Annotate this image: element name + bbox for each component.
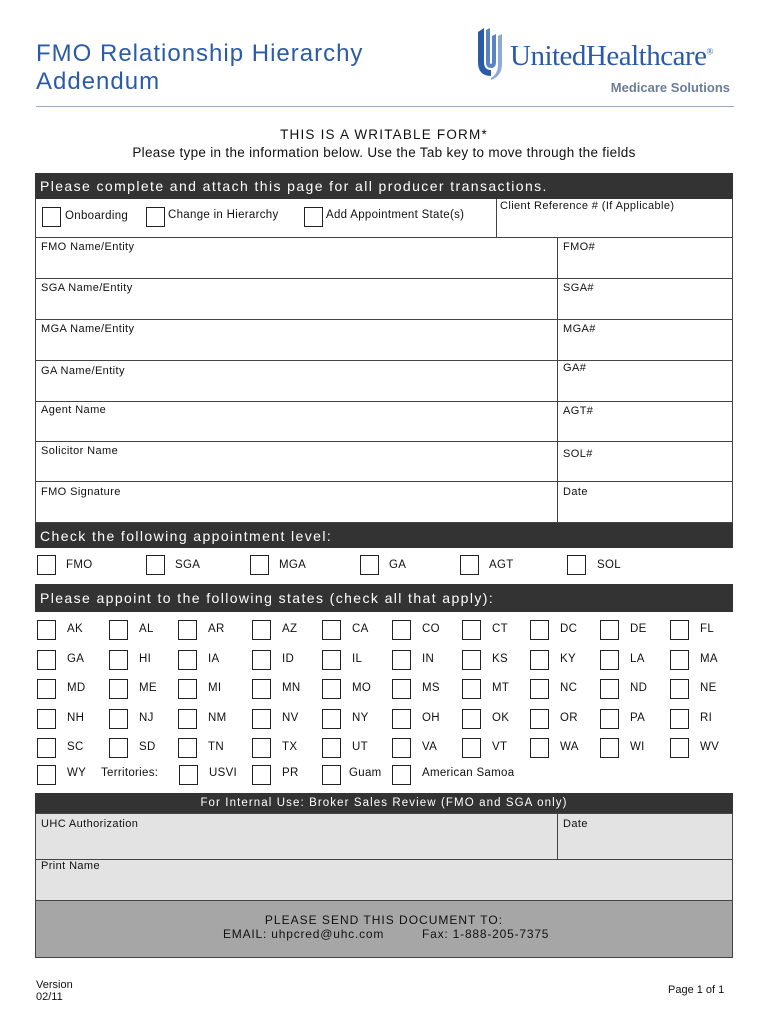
- level-row: [35, 548, 733, 584]
- state-checkbox-md[interactable]: [37, 679, 56, 699]
- level-fmo-label: FMO: [66, 559, 93, 571]
- solicitor-name-field[interactable]: [35, 442, 558, 482]
- state-label-wa: WA: [560, 741, 579, 753]
- state-checkbox-co[interactable]: [392, 620, 411, 640]
- territory-checkbox-usvi[interactable]: [179, 765, 198, 785]
- fmo-number-label: FMO#: [563, 241, 596, 253]
- state-label-in: IN: [422, 652, 435, 665]
- state-checkbox-wa[interactable]: [530, 738, 549, 758]
- state-label-fl: FL: [700, 623, 715, 635]
- logo-registered: ®: [706, 46, 713, 57]
- state-label-mo: MO: [352, 682, 372, 694]
- state-label-ga: GA: [67, 652, 85, 665]
- state-label-ri: RI: [700, 711, 713, 724]
- instructions: Please type in the information below. Use the Tab key to move through the fields: [132, 145, 636, 160]
- mga-name-field[interactable]: [35, 320, 558, 361]
- state-checkbox-ny[interactable]: [322, 709, 341, 729]
- mga-name-label: MGA Name/Entity: [41, 323, 135, 335]
- state-checkbox-in[interactable]: [392, 650, 411, 670]
- level-agt-label: AGT: [489, 559, 514, 571]
- state-label-mn: MN: [282, 682, 301, 694]
- state-checkbox-vt[interactable]: [462, 738, 481, 758]
- add-state-checkbox[interactable]: [304, 207, 323, 227]
- state-label-md: MD: [67, 682, 86, 694]
- state-label-al: AL: [139, 623, 154, 635]
- logo-wordmark: UnitedHealthcare: [510, 40, 707, 72]
- state-checkbox-wi[interactable]: [600, 738, 619, 758]
- state-label-vt: VT: [492, 741, 508, 753]
- version-date: 02/11: [36, 991, 63, 1003]
- level-agt-checkbox[interactable]: [460, 555, 479, 575]
- onboarding-label: Onboarding: [65, 210, 129, 222]
- state-checkbox-hi[interactable]: [109, 650, 128, 670]
- ga-number-label: GA#: [563, 362, 587, 374]
- signature-date-label: Date: [563, 486, 588, 498]
- state-label-ut: UT: [352, 741, 368, 753]
- state-checkbox-ne[interactable]: [670, 679, 689, 699]
- state-checkbox-ca[interactable]: [322, 620, 341, 640]
- page-number: Page 1 of 1: [668, 984, 725, 996]
- state-checkbox-ga[interactable]: [37, 650, 56, 670]
- territory-label-pr: PR: [282, 767, 299, 779]
- solicitor-number-field[interactable]: [557, 442, 733, 482]
- state-checkbox-mi[interactable]: [178, 679, 197, 699]
- mga-number-field[interactable]: [557, 320, 733, 361]
- form-title: [36, 40, 363, 96]
- agent-number-label: AGT#: [563, 405, 594, 417]
- state-label-ks: KS: [492, 652, 508, 665]
- state-checkbox-al[interactable]: [109, 620, 128, 640]
- state-label-tn: TN: [208, 741, 224, 753]
- section-states-bar: Please appoint to the following states (check all that apply):: [35, 584, 733, 612]
- state-label-nv: NV: [282, 711, 299, 724]
- state-checkbox-tx[interactable]: [252, 738, 271, 758]
- section-producer-bar: Please complete and attach this page for all producer transactions.: [35, 173, 733, 199]
- territory-checkbox-american-samoa[interactable]: [392, 765, 411, 785]
- print-name-label: Print Name: [41, 860, 101, 872]
- fmo-number-field[interactable]: [557, 238, 733, 279]
- internal-use-bar: For Internal Use: Broker Sales Review (FMO and SGA only): [35, 793, 733, 813]
- state-checkbox-mt[interactable]: [462, 679, 481, 699]
- level-sga-checkbox[interactable]: [146, 555, 165, 575]
- add-state-label: Add Appointment State(s): [326, 209, 465, 221]
- fmo-signature-field[interactable]: [35, 482, 558, 523]
- writable-notice: THIS IS A WRITABLE FORM*: [280, 127, 488, 142]
- state-checkbox-de[interactable]: [600, 620, 619, 640]
- state-checkbox-ok[interactable]: [462, 709, 481, 729]
- state-checkbox-nj[interactable]: [109, 709, 128, 729]
- form-title-line1: FMO Relationship Hierarchy: [36, 40, 364, 67]
- state-label-sc: SC: [67, 741, 84, 753]
- level-fmo-checkbox[interactable]: [37, 555, 56, 575]
- change-hierarchy-label: Change in Hierarchy: [168, 209, 279, 221]
- signature-date-field[interactable]: [557, 482, 733, 523]
- state-label-ca: CA: [352, 623, 369, 635]
- state-label-ms: MS: [422, 682, 440, 694]
- state-label-ia: IA: [208, 652, 220, 665]
- sga-number-label: SGA#: [563, 282, 594, 294]
- state-label-co: CO: [422, 623, 440, 635]
- header-divider: [36, 106, 734, 107]
- state-checkbox-la[interactable]: [600, 650, 619, 670]
- state-checkbox-ma[interactable]: [670, 650, 689, 670]
- print-name-field[interactable]: [35, 860, 733, 901]
- level-ga-checkbox[interactable]: [360, 555, 379, 575]
- solicitor-name-label: Solicitor Name: [41, 445, 119, 457]
- send-to-box: [35, 901, 733, 958]
- state-checkbox-oh[interactable]: [392, 709, 411, 729]
- level-sga-label: SGA: [175, 559, 201, 571]
- state-checkbox-sd[interactable]: [109, 738, 128, 758]
- level-mga-label: MGA: [279, 559, 307, 571]
- state-checkbox-dc[interactable]: [530, 620, 549, 640]
- state-checkbox-mo[interactable]: [322, 679, 341, 699]
- state-label-nh: NH: [67, 711, 85, 724]
- client-reference-field[interactable]: [497, 199, 733, 238]
- territory-checkbox-pr[interactable]: [252, 765, 271, 785]
- state-checkbox-or[interactable]: [530, 709, 549, 729]
- state-checkbox-wy[interactable]: [37, 765, 56, 785]
- transaction-type-cell: [35, 199, 497, 238]
- unitedhealthcare-logo: [474, 26, 736, 102]
- ga-name-label: GA Name/Entity: [41, 365, 125, 377]
- state-label-ma: MA: [700, 652, 718, 665]
- state-checkbox-ms[interactable]: [392, 679, 411, 699]
- state-label-id: ID: [282, 652, 295, 665]
- ga-number-field[interactable]: [557, 361, 733, 402]
- state-label-la: LA: [630, 652, 645, 665]
- territories-label: Territories:: [101, 767, 159, 779]
- sga-name-field[interactable]: [35, 279, 558, 320]
- sga-name-label: SGA Name/Entity: [41, 282, 133, 294]
- state-checkbox-ar[interactable]: [178, 620, 197, 640]
- send-to-label: PLEASE SEND THIS DOCUMENT TO:: [264, 913, 504, 927]
- territories-row: [0, 760, 768, 790]
- level-sol-label: SOL: [597, 559, 621, 571]
- state-label-me: ME: [139, 682, 157, 694]
- state-label-nm: NM: [208, 711, 227, 724]
- form-title-line2: Addendum: [36, 68, 161, 95]
- state-checkbox-ia[interactable]: [178, 650, 197, 670]
- state-label-mi: MI: [208, 682, 222, 694]
- state-checkbox-id[interactable]: [252, 650, 271, 670]
- state-label-wv: WV: [700, 741, 720, 753]
- state-label-wi: WI: [630, 741, 645, 753]
- sga-number-field[interactable]: [557, 279, 733, 320]
- client-reference-label: Client Reference # (If Applicable): [500, 200, 675, 212]
- state-checkbox-va[interactable]: [392, 738, 411, 758]
- state-label-hi: HI: [139, 652, 152, 665]
- state-checkbox-mn[interactable]: [252, 679, 271, 699]
- state-checkbox-ct[interactable]: [462, 620, 481, 640]
- state-checkbox-ks[interactable]: [462, 650, 481, 670]
- fmo-name-field[interactable]: [35, 238, 558, 279]
- level-ga-label: GA: [389, 559, 407, 571]
- state-checkbox-az[interactable]: [252, 620, 271, 640]
- state-label-ct: CT: [492, 623, 508, 635]
- state-label-il: IL: [352, 652, 363, 665]
- solicitor-number-label: SOL#: [563, 448, 593, 460]
- level-mga-checkbox[interactable]: [250, 555, 269, 575]
- state-checkbox-pa[interactable]: [600, 709, 619, 729]
- internal-date-field[interactable]: [557, 813, 733, 860]
- uhc-authorization-label: UHC Authorization: [41, 818, 139, 830]
- state-label-va: VA: [422, 741, 438, 753]
- state-label-ky: KY: [560, 652, 576, 665]
- state-label-nc: NC: [560, 682, 578, 694]
- state-label-or: OR: [560, 711, 578, 724]
- state-checkbox-nd[interactable]: [600, 679, 619, 699]
- onboarding-checkbox[interactable]: [42, 207, 61, 227]
- state-label-ny: NY: [352, 711, 369, 724]
- state-label-ak: AK: [67, 623, 83, 635]
- hierarchy-rows: [35, 238, 733, 523]
- agent-number-field[interactable]: [557, 402, 733, 442]
- state-label-nd: ND: [630, 682, 648, 694]
- uhc-authorization-field[interactable]: [35, 813, 558, 860]
- state-label-mt: MT: [492, 682, 510, 694]
- state-checkbox-ri[interactable]: [670, 709, 689, 729]
- mga-number-label: MGA#: [563, 323, 596, 335]
- state-checkbox-tn[interactable]: [178, 738, 197, 758]
- state-checkbox-nh[interactable]: [37, 709, 56, 729]
- state-checkbox-il[interactable]: [322, 650, 341, 670]
- state-label-nj: NJ: [139, 711, 154, 724]
- state-label-tx: TX: [282, 741, 298, 753]
- territory-label-american-samoa: American Samoa: [422, 767, 515, 779]
- level-sol-checkbox[interactable]: [567, 555, 586, 575]
- state-label-ar: AR: [208, 623, 225, 635]
- state-label-ok: OK: [492, 711, 510, 724]
- state-label-wy: WY: [67, 767, 87, 779]
- territory-label-usvi: USVI: [209, 767, 238, 779]
- version-label: Version: [36, 979, 73, 991]
- fmo-signature-label: FMO Signature: [41, 486, 121, 498]
- state-checkbox-ak[interactable]: [37, 620, 56, 640]
- state-checkbox-wv[interactable]: [670, 738, 689, 758]
- state-label-pa: PA: [630, 711, 646, 724]
- send-email: EMAIL: uhpcred@uhc.com: [223, 927, 385, 941]
- state-checkbox-me[interactable]: [109, 679, 128, 699]
- state-label-oh: OH: [422, 711, 440, 724]
- internal-date-label: Date: [563, 818, 588, 830]
- state-checkbox-ut[interactable]: [322, 738, 341, 758]
- state-checkbox-nc[interactable]: [530, 679, 549, 699]
- change-hierarchy-checkbox[interactable]: [146, 207, 165, 227]
- logo-mark-icon: [474, 26, 504, 80]
- state-label-sd: SD: [139, 741, 156, 753]
- logo-subtitle: Medicare Solutions: [610, 80, 730, 95]
- state-checkbox-sc[interactable]: [37, 738, 56, 758]
- state-label-de: DE: [630, 623, 647, 635]
- agent-name-field[interactable]: [35, 402, 558, 442]
- ga-name-field[interactable]: [35, 361, 558, 402]
- send-fax: Fax: 1-888-205-7375: [422, 927, 550, 941]
- state-label-ne: NE: [700, 682, 717, 694]
- territory-checkbox-guam[interactable]: [322, 765, 341, 785]
- state-checkbox-nv[interactable]: [252, 709, 271, 729]
- agent-name-label: Agent Name: [41, 404, 107, 416]
- state-label-dc: DC: [560, 623, 578, 635]
- state-checkbox-nm[interactable]: [178, 709, 197, 729]
- state-checkbox-fl[interactable]: [670, 620, 689, 640]
- state-label-az: AZ: [282, 623, 298, 635]
- fmo-name-label: FMO Name/Entity: [41, 241, 135, 253]
- section-level-bar: Check the following appointment level:: [35, 523, 733, 548]
- territory-label-guam: Guam: [349, 767, 382, 779]
- state-checkbox-ky[interactable]: [530, 650, 549, 670]
